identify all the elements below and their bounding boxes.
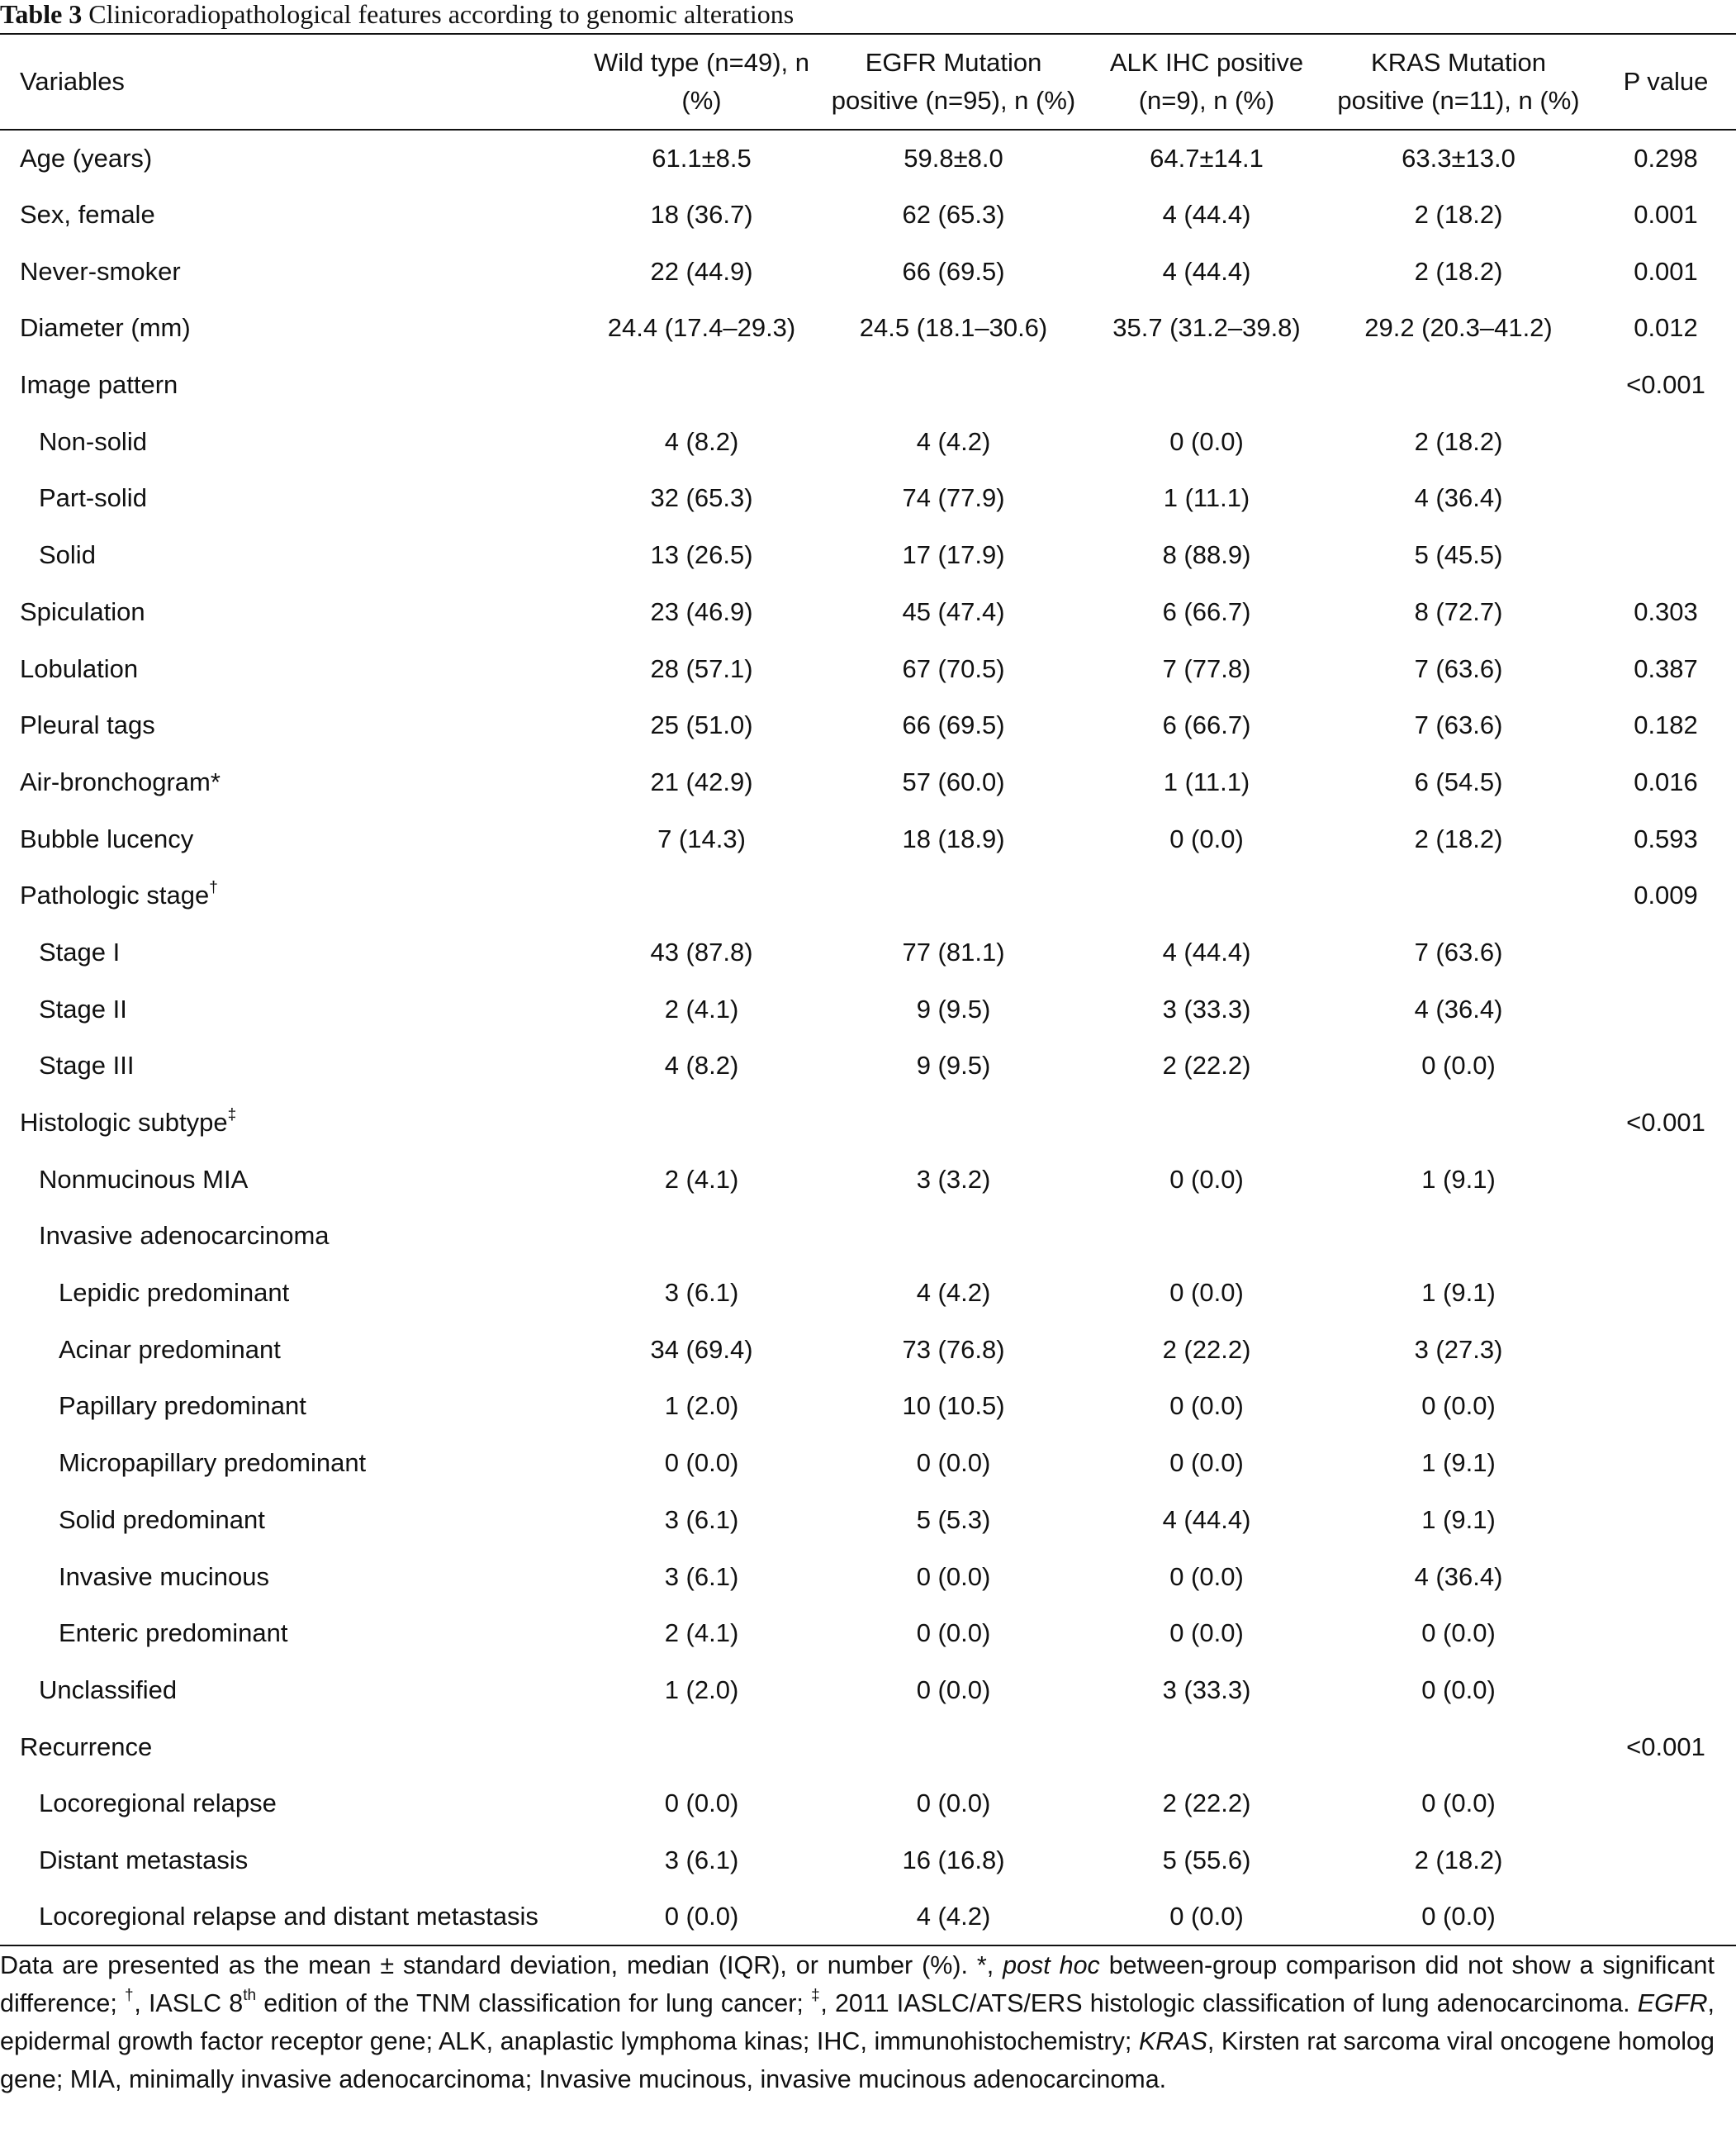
footnote-text: , IASLC 8 xyxy=(134,1989,244,2017)
cell-alk: 1 (11.1) xyxy=(1163,483,1250,513)
row-variable-label: Non-solid xyxy=(39,426,147,456)
cell-kras: 0 (0.0) xyxy=(1321,1888,1596,1945)
row-variable-label: Stage II xyxy=(39,994,127,1024)
cell-p-value xyxy=(1596,1662,1736,1719)
cell-egfr: 0 (0.0) xyxy=(916,1789,991,1818)
cell-egfr xyxy=(815,1208,1092,1265)
table-row xyxy=(0,243,1736,300)
cell-kras: 4 (36.4) xyxy=(1414,483,1503,513)
header-kras: KRAS Mutation positive (n=11), n (%) xyxy=(1321,34,1596,130)
row-variable xyxy=(0,810,588,867)
cell-wild-type: 0 (0.0) xyxy=(664,1448,739,1478)
cell-alk: 64.7±14.1 xyxy=(1150,143,1264,173)
cell-egfr: 0 (0.0) xyxy=(916,1618,991,1648)
cell-kras: 29.2 (20.3–41.2) xyxy=(1364,313,1553,343)
row-variable-label: Bubble lucency xyxy=(20,824,194,853)
cell-egfr xyxy=(815,1718,1092,1775)
cell-egfr: 9 (9.5) xyxy=(916,1051,991,1081)
row-variable-label: Part-solid xyxy=(39,483,147,513)
cell-egfr: 10 (10.5) xyxy=(902,1391,1005,1421)
cell-p-value xyxy=(1596,1208,1736,1265)
cell-alk: 4 (44.4) xyxy=(1162,200,1251,230)
row-variable xyxy=(0,867,588,924)
row-variable-label: Solid xyxy=(39,540,96,570)
table-row xyxy=(0,1095,1736,1152)
cell-wild-type: 13 (26.5) xyxy=(650,540,753,570)
row-variable xyxy=(0,1265,588,1322)
cell-egfr: 17 (17.9) xyxy=(902,540,1005,570)
cell-alk xyxy=(1092,1095,1321,1152)
cell-wild-type xyxy=(588,1095,815,1152)
table-row xyxy=(0,1662,1736,1719)
footnote-text: , 2011 IASLC/ATS/ERS histologic classification of lung adenocarcinoma. xyxy=(820,1989,1638,2017)
cell-egfr: 57 (60.0) xyxy=(902,767,1005,796)
table-row xyxy=(0,640,1736,697)
cell-kras: 7 (63.6) xyxy=(1414,653,1503,683)
cell-wild-type: 3 (6.1) xyxy=(664,1278,739,1308)
row-variable xyxy=(0,130,588,187)
cell-alk xyxy=(1092,1208,1321,1265)
footnote-text: Data are presented as the mean ± standard deviation, median (IQR), or number (%). *, xyxy=(0,1951,1003,1979)
cell-wild-type: 61.1±8.5 xyxy=(652,143,752,173)
cell-p-value xyxy=(1596,1548,1736,1605)
row-variable xyxy=(0,1321,588,1378)
table-row xyxy=(0,1208,1736,1265)
cell-alk: 0 (0.0) xyxy=(1169,1618,1244,1648)
row-variable xyxy=(0,357,588,414)
cell-egfr: 4 (4.2) xyxy=(916,426,991,456)
footnote-text: , epidermal growth factor receptor gene; ALK, anaplastic lymphoma kinas; IHC, immunohistochemistry; xyxy=(0,1989,1715,2055)
cell-wild-type: 32 (65.3) xyxy=(650,483,753,513)
cell-egfr: 3 (3.2) xyxy=(916,1164,991,1194)
row-variable-label: Invasive mucinous xyxy=(59,1561,270,1591)
header-row xyxy=(0,34,1736,130)
cell-alk: 35.7 (31.2–39.8) xyxy=(1112,313,1301,343)
table-row xyxy=(0,810,1736,867)
row-variable-label: Unclassified xyxy=(39,1675,178,1704)
cell-wild-type: 18 (36.7) xyxy=(650,200,753,230)
table-row xyxy=(0,1548,1736,1605)
table-row xyxy=(0,130,1736,187)
cell-wild-type xyxy=(588,1718,815,1775)
cell-kras: 6 (54.5) xyxy=(1414,767,1503,796)
cell-wild-type: 1 (2.0) xyxy=(664,1391,739,1421)
row-variable xyxy=(0,300,588,357)
row-variable-label: Micropapillary predominant xyxy=(59,1448,367,1478)
cell-wild-type: 0 (0.0) xyxy=(588,1888,815,1945)
cell-p-value xyxy=(1596,1435,1736,1492)
cell-p-value: 0.298 xyxy=(1634,143,1698,173)
cell-wild-type: 7 (14.3) xyxy=(657,824,746,853)
row-variable-label: Pleural tags xyxy=(20,710,155,740)
row-variable xyxy=(0,1208,588,1265)
row-variable xyxy=(0,413,588,470)
row-variable xyxy=(0,1492,588,1549)
cell-wild-type xyxy=(588,867,815,924)
row-variable-label: Age (years) xyxy=(20,143,153,173)
cell-alk: 6 (66.7) xyxy=(1162,596,1251,626)
cell-alk: 3 (33.3) xyxy=(1162,1675,1251,1704)
cell-alk: 2 (22.2) xyxy=(1162,1051,1251,1081)
cell-kras: 5 (45.5) xyxy=(1414,540,1503,570)
cell-egfr: 66 (69.5) xyxy=(902,256,1005,286)
cell-p-value: 0.303 xyxy=(1634,596,1698,626)
row-variable xyxy=(0,1662,588,1719)
row-variable-label: Spiculation xyxy=(20,596,145,626)
cell-wild-type: 0 (0.0) xyxy=(664,1789,739,1818)
cell-p-value: 0.593 xyxy=(1634,824,1698,853)
row-variable xyxy=(0,1038,588,1095)
cell-alk: 5 (55.6) xyxy=(1162,1845,1251,1874)
cell-wild-type: 4 (8.2) xyxy=(664,426,739,456)
cell-p-value xyxy=(1596,1605,1736,1662)
cell-kras: 7 (63.6) xyxy=(1414,937,1503,967)
cell-p-value xyxy=(1596,1832,1736,1889)
cell-p-value: 0.001 xyxy=(1634,200,1698,230)
row-variable-label: Solid predominant xyxy=(59,1504,265,1534)
cell-kras: 2 (18.2) xyxy=(1414,200,1503,230)
cell-kras: 2 (18.2) xyxy=(1414,426,1503,456)
row-variable-label: Diameter (mm) xyxy=(20,313,191,343)
cell-egfr: 73 (76.8) xyxy=(902,1334,1005,1364)
cell-alk: 2 (22.2) xyxy=(1162,1789,1251,1818)
row-variable xyxy=(0,1548,588,1605)
table-label: Table 3 xyxy=(0,0,83,29)
cell-egfr: 45 (47.4) xyxy=(902,596,1005,626)
cell-kras: 0 (0.0) xyxy=(1421,1789,1496,1818)
cell-alk: 4 (44.4) xyxy=(1162,1504,1251,1534)
row-variable xyxy=(0,1775,588,1832)
cell-p-value xyxy=(1596,1038,1736,1095)
cell-egfr: 59.8±8.0 xyxy=(904,143,1003,173)
cell-kras xyxy=(1321,1208,1596,1265)
cell-kras: 2 (18.2) xyxy=(1414,1845,1503,1874)
cell-kras xyxy=(1321,867,1596,924)
cell-egfr xyxy=(815,357,1092,414)
header-p-value: P value xyxy=(1596,34,1736,130)
table-row xyxy=(0,697,1736,754)
cell-p-value: 0.001 xyxy=(1634,256,1698,286)
cell-alk xyxy=(1092,357,1321,414)
row-variable-label: Lepidic predominant xyxy=(59,1278,290,1308)
cell-egfr: 66 (69.5) xyxy=(902,710,1005,740)
cell-egfr: 16 (16.8) xyxy=(902,1845,1005,1874)
row-variable xyxy=(0,527,588,584)
cell-kras: 4 (36.4) xyxy=(1414,994,1503,1024)
table-row xyxy=(0,1265,1736,1322)
table-row xyxy=(0,867,1736,924)
table-row xyxy=(0,981,1736,1038)
table-row xyxy=(0,1038,1736,1095)
cell-p-value: 0.182 xyxy=(1634,710,1698,740)
cell-p-value: <0.001 xyxy=(1626,1108,1705,1138)
row-variable-label: Distant metastasis xyxy=(39,1845,249,1874)
row-variable-label: Locoregional relapse xyxy=(39,1789,277,1818)
row-variable xyxy=(0,640,588,697)
cell-alk: 0 (0.0) xyxy=(1169,1278,1244,1308)
row-variable xyxy=(0,754,588,811)
table-row xyxy=(0,187,1736,244)
cell-p-value: 0.016 xyxy=(1634,767,1698,796)
cell-p-value xyxy=(1596,1775,1736,1832)
cell-alk: 6 (66.7) xyxy=(1162,710,1251,740)
row-variable xyxy=(0,1151,588,1208)
cell-egfr: 62 (65.3) xyxy=(902,200,1005,230)
cell-kras: 4 (36.4) xyxy=(1414,1561,1503,1591)
cell-wild-type: 1 (2.0) xyxy=(664,1675,739,1704)
cell-alk: 0 (0.0) xyxy=(1169,426,1244,456)
cell-egfr: 4 (4.2) xyxy=(916,1278,991,1308)
cell-p-value xyxy=(1596,1151,1736,1208)
table-row xyxy=(0,584,1736,641)
table-row xyxy=(0,1492,1736,1549)
row-variable-label: Air-bronchogram* xyxy=(20,767,221,796)
table-row xyxy=(0,1605,1736,1662)
table-row xyxy=(0,1718,1736,1775)
row-variable xyxy=(0,1605,588,1662)
cell-egfr: 67 (70.5) xyxy=(902,653,1005,683)
cell-wild-type: 2 (4.1) xyxy=(664,1164,739,1194)
cell-p-value xyxy=(1596,470,1736,527)
cell-kras: 1 (9.1) xyxy=(1421,1504,1496,1534)
data-table xyxy=(0,33,1736,1946)
row-variable-label: Papillary predominant xyxy=(59,1391,306,1421)
cell-alk: 0 (0.0) xyxy=(1092,1888,1321,1945)
cell-wild-type: 28 (57.1) xyxy=(650,653,753,683)
table-footnote xyxy=(0,1946,1715,2098)
row-variable-footnote-mark: † xyxy=(209,879,218,897)
header-variables: Variables xyxy=(0,34,588,130)
cell-wild-type: 2 (4.1) xyxy=(664,1618,739,1648)
table-row xyxy=(0,1321,1736,1378)
cell-egfr: 24.5 (18.1–30.6) xyxy=(859,313,1048,343)
cell-p-value xyxy=(1596,1888,1736,1945)
cell-alk: 0 (0.0) xyxy=(1169,1448,1244,1478)
table-title: Clinicoradiopathological features according to genomic alterations xyxy=(88,0,794,29)
table-row xyxy=(0,413,1736,470)
footnote-dagger: † xyxy=(125,1987,135,2004)
cell-p-value: 0.387 xyxy=(1634,653,1698,683)
table-row xyxy=(0,924,1736,981)
cell-p-value xyxy=(1596,1378,1736,1435)
row-variable-label: Pathologic stage xyxy=(20,881,210,910)
cell-wild-type: 4 (8.2) xyxy=(664,1051,739,1081)
table-row xyxy=(0,357,1736,414)
footnote-italic: post hoc xyxy=(1003,1951,1100,1979)
header-alk: ALK IHC positive (n=9), n (%) xyxy=(1092,34,1321,130)
footnote-italic: EGFR xyxy=(1637,1989,1708,2017)
table-row xyxy=(0,527,1736,584)
cell-egfr: 74 (77.9) xyxy=(902,483,1005,513)
row-variable-label: Sex, female xyxy=(20,200,155,230)
row-variable xyxy=(0,1832,588,1889)
cell-wild-type: 22 (44.9) xyxy=(650,256,753,286)
row-variable-label: Never-smoker xyxy=(20,256,181,286)
cell-egfr: 0 (0.0) xyxy=(916,1448,991,1478)
row-variable-label: Acinar predominant xyxy=(59,1334,281,1364)
cell-kras: 8 (72.7) xyxy=(1414,596,1503,626)
table-row xyxy=(0,300,1736,357)
row-variable-label: Recurrence xyxy=(20,1732,153,1761)
header-wild-type: Wild type (n=49), n (%) xyxy=(588,34,815,130)
cell-kras: 1 (9.1) xyxy=(1421,1278,1496,1308)
table-row xyxy=(0,1151,1736,1208)
cell-kras: 0 (0.0) xyxy=(1421,1051,1496,1081)
cell-wild-type: 3 (6.1) xyxy=(664,1504,739,1534)
cell-wild-type: 3 (6.1) xyxy=(664,1561,739,1591)
cell-p-value: 0.009 xyxy=(1634,881,1698,910)
cell-egfr: 18 (18.9) xyxy=(902,824,1005,853)
cell-kras: 0 (0.0) xyxy=(1421,1391,1496,1421)
cell-egfr: 77 (81.1) xyxy=(902,937,1005,967)
cell-alk xyxy=(1092,867,1321,924)
row-variable-label: Invasive adenocarcinoma xyxy=(39,1221,330,1251)
row-variable xyxy=(0,924,588,981)
table-body xyxy=(0,130,1736,1945)
cell-alk: 1 (11.1) xyxy=(1163,767,1250,796)
cell-wild-type xyxy=(588,1208,815,1265)
footnote-text: edition of the TNM classification for lung cancer; xyxy=(256,1989,812,2017)
row-variable xyxy=(0,981,588,1038)
row-variable xyxy=(0,1435,588,1492)
cell-p-value: <0.001 xyxy=(1626,1732,1705,1761)
cell-alk: 8 (88.9) xyxy=(1162,540,1251,570)
cell-egfr: 4 (4.2) xyxy=(815,1888,1092,1945)
cell-alk: 2 (22.2) xyxy=(1162,1334,1251,1364)
cell-egfr xyxy=(815,867,1092,924)
row-variable-label: Lobulation xyxy=(20,653,139,683)
row-variable-label: Enteric predominant xyxy=(59,1618,288,1648)
cell-p-value: <0.001 xyxy=(1626,370,1705,400)
row-variable xyxy=(0,1378,588,1435)
row-variable xyxy=(0,697,588,754)
cell-alk: 3 (33.3) xyxy=(1162,994,1251,1024)
row-variable xyxy=(0,470,588,527)
footnote-italic: KRAS xyxy=(1138,2027,1207,2055)
cell-egfr xyxy=(815,1095,1092,1152)
cell-p-value xyxy=(1596,1321,1736,1378)
cell-alk: 0 (0.0) xyxy=(1169,1561,1244,1591)
cell-egfr: 9 (9.5) xyxy=(916,994,991,1024)
cell-p-value xyxy=(1596,527,1736,584)
row-variable xyxy=(0,1095,588,1152)
row-variable xyxy=(0,1888,588,1945)
table-row xyxy=(0,1888,1736,1945)
table-row xyxy=(0,754,1736,811)
row-variable-footnote-mark: ‡ xyxy=(227,1106,237,1124)
cell-kras: 3 (27.3) xyxy=(1414,1334,1503,1364)
cell-wild-type: 23 (46.9) xyxy=(650,596,753,626)
cell-wild-type: 43 (87.8) xyxy=(650,937,753,967)
cell-p-value xyxy=(1596,1492,1736,1549)
footnote-text: , Kirsten rat sarcoma viral oncogene homolog gene; MIA, minimally invasive adenocarcinoma; Invasive mucinous, invasive mucinous adenocarcinoma. xyxy=(0,2027,1715,2093)
table-caption xyxy=(0,0,794,33)
cell-kras: 0 (0.0) xyxy=(1421,1618,1496,1648)
table-row xyxy=(0,1435,1736,1492)
footnote-text: between-group comparison did not show a significant difference; xyxy=(0,1951,1715,2017)
cell-alk: 0 (0.0) xyxy=(1169,824,1244,853)
header-egfr: EGFR Mutation positive (n=95), n (%) xyxy=(815,34,1092,130)
cell-egfr: 0 (0.0) xyxy=(916,1561,991,1591)
table-row xyxy=(0,1832,1736,1889)
cell-kras: 7 (63.6) xyxy=(1414,710,1503,740)
footnote-ordinal: th xyxy=(243,1987,257,2004)
cell-alk: 0 (0.0) xyxy=(1169,1164,1244,1194)
table-header xyxy=(0,34,1736,130)
table-row xyxy=(0,1378,1736,1435)
cell-egfr: 0 (0.0) xyxy=(916,1675,991,1704)
cell-p-value xyxy=(1596,413,1736,470)
table-row xyxy=(0,1775,1736,1832)
cell-kras: 1 (9.1) xyxy=(1421,1448,1496,1478)
cell-wild-type: 34 (69.4) xyxy=(650,1334,753,1364)
row-variable-label: Stage III xyxy=(39,1051,135,1081)
cell-alk: 4 (44.4) xyxy=(1162,937,1251,967)
cell-wild-type: 2 (4.1) xyxy=(664,994,739,1024)
cell-kras: 2 (18.2) xyxy=(1414,256,1503,286)
cell-kras: 1 (9.1) xyxy=(1421,1164,1496,1194)
cell-wild-type: 24.4 (17.4–29.3) xyxy=(607,313,796,343)
row-variable xyxy=(0,1718,588,1775)
row-variable-label: Histologic subtype xyxy=(20,1108,228,1138)
row-variable-label: Locoregional relapse and distant metastasis xyxy=(39,1902,538,1931)
cell-wild-type xyxy=(588,357,815,414)
cell-alk: 4 (44.4) xyxy=(1162,256,1251,286)
row-variable-label: Image pattern xyxy=(20,370,178,400)
row-variable-label: Nonmucinous MIA xyxy=(39,1164,249,1194)
cell-kras xyxy=(1321,1095,1596,1152)
footnote-double-dagger: ‡ xyxy=(811,1987,821,2004)
cell-p-value xyxy=(1596,981,1736,1038)
cell-alk xyxy=(1092,1718,1321,1775)
cell-p-value xyxy=(1596,1265,1736,1322)
cell-kras xyxy=(1321,357,1596,414)
row-variable xyxy=(0,187,588,244)
cell-kras: 0 (0.0) xyxy=(1421,1675,1496,1704)
row-variable xyxy=(0,243,588,300)
cell-kras: 63.3±13.0 xyxy=(1402,143,1515,173)
row-variable-label: Stage I xyxy=(39,937,121,967)
cell-alk: 0 (0.0) xyxy=(1169,1391,1244,1421)
cell-wild-type: 25 (51.0) xyxy=(650,710,753,740)
table-row xyxy=(0,470,1736,527)
cell-wild-type: 21 (42.9) xyxy=(650,767,753,796)
cell-alk: 7 (77.8) xyxy=(1162,653,1251,683)
cell-p-value: 0.012 xyxy=(1634,313,1698,343)
cell-kras: 2 (18.2) xyxy=(1414,824,1503,853)
cell-p-value xyxy=(1596,924,1736,981)
cell-egfr: 5 (5.3) xyxy=(916,1504,991,1534)
cell-kras xyxy=(1321,1718,1596,1775)
row-variable xyxy=(0,584,588,641)
cell-wild-type: 3 (6.1) xyxy=(664,1845,739,1874)
